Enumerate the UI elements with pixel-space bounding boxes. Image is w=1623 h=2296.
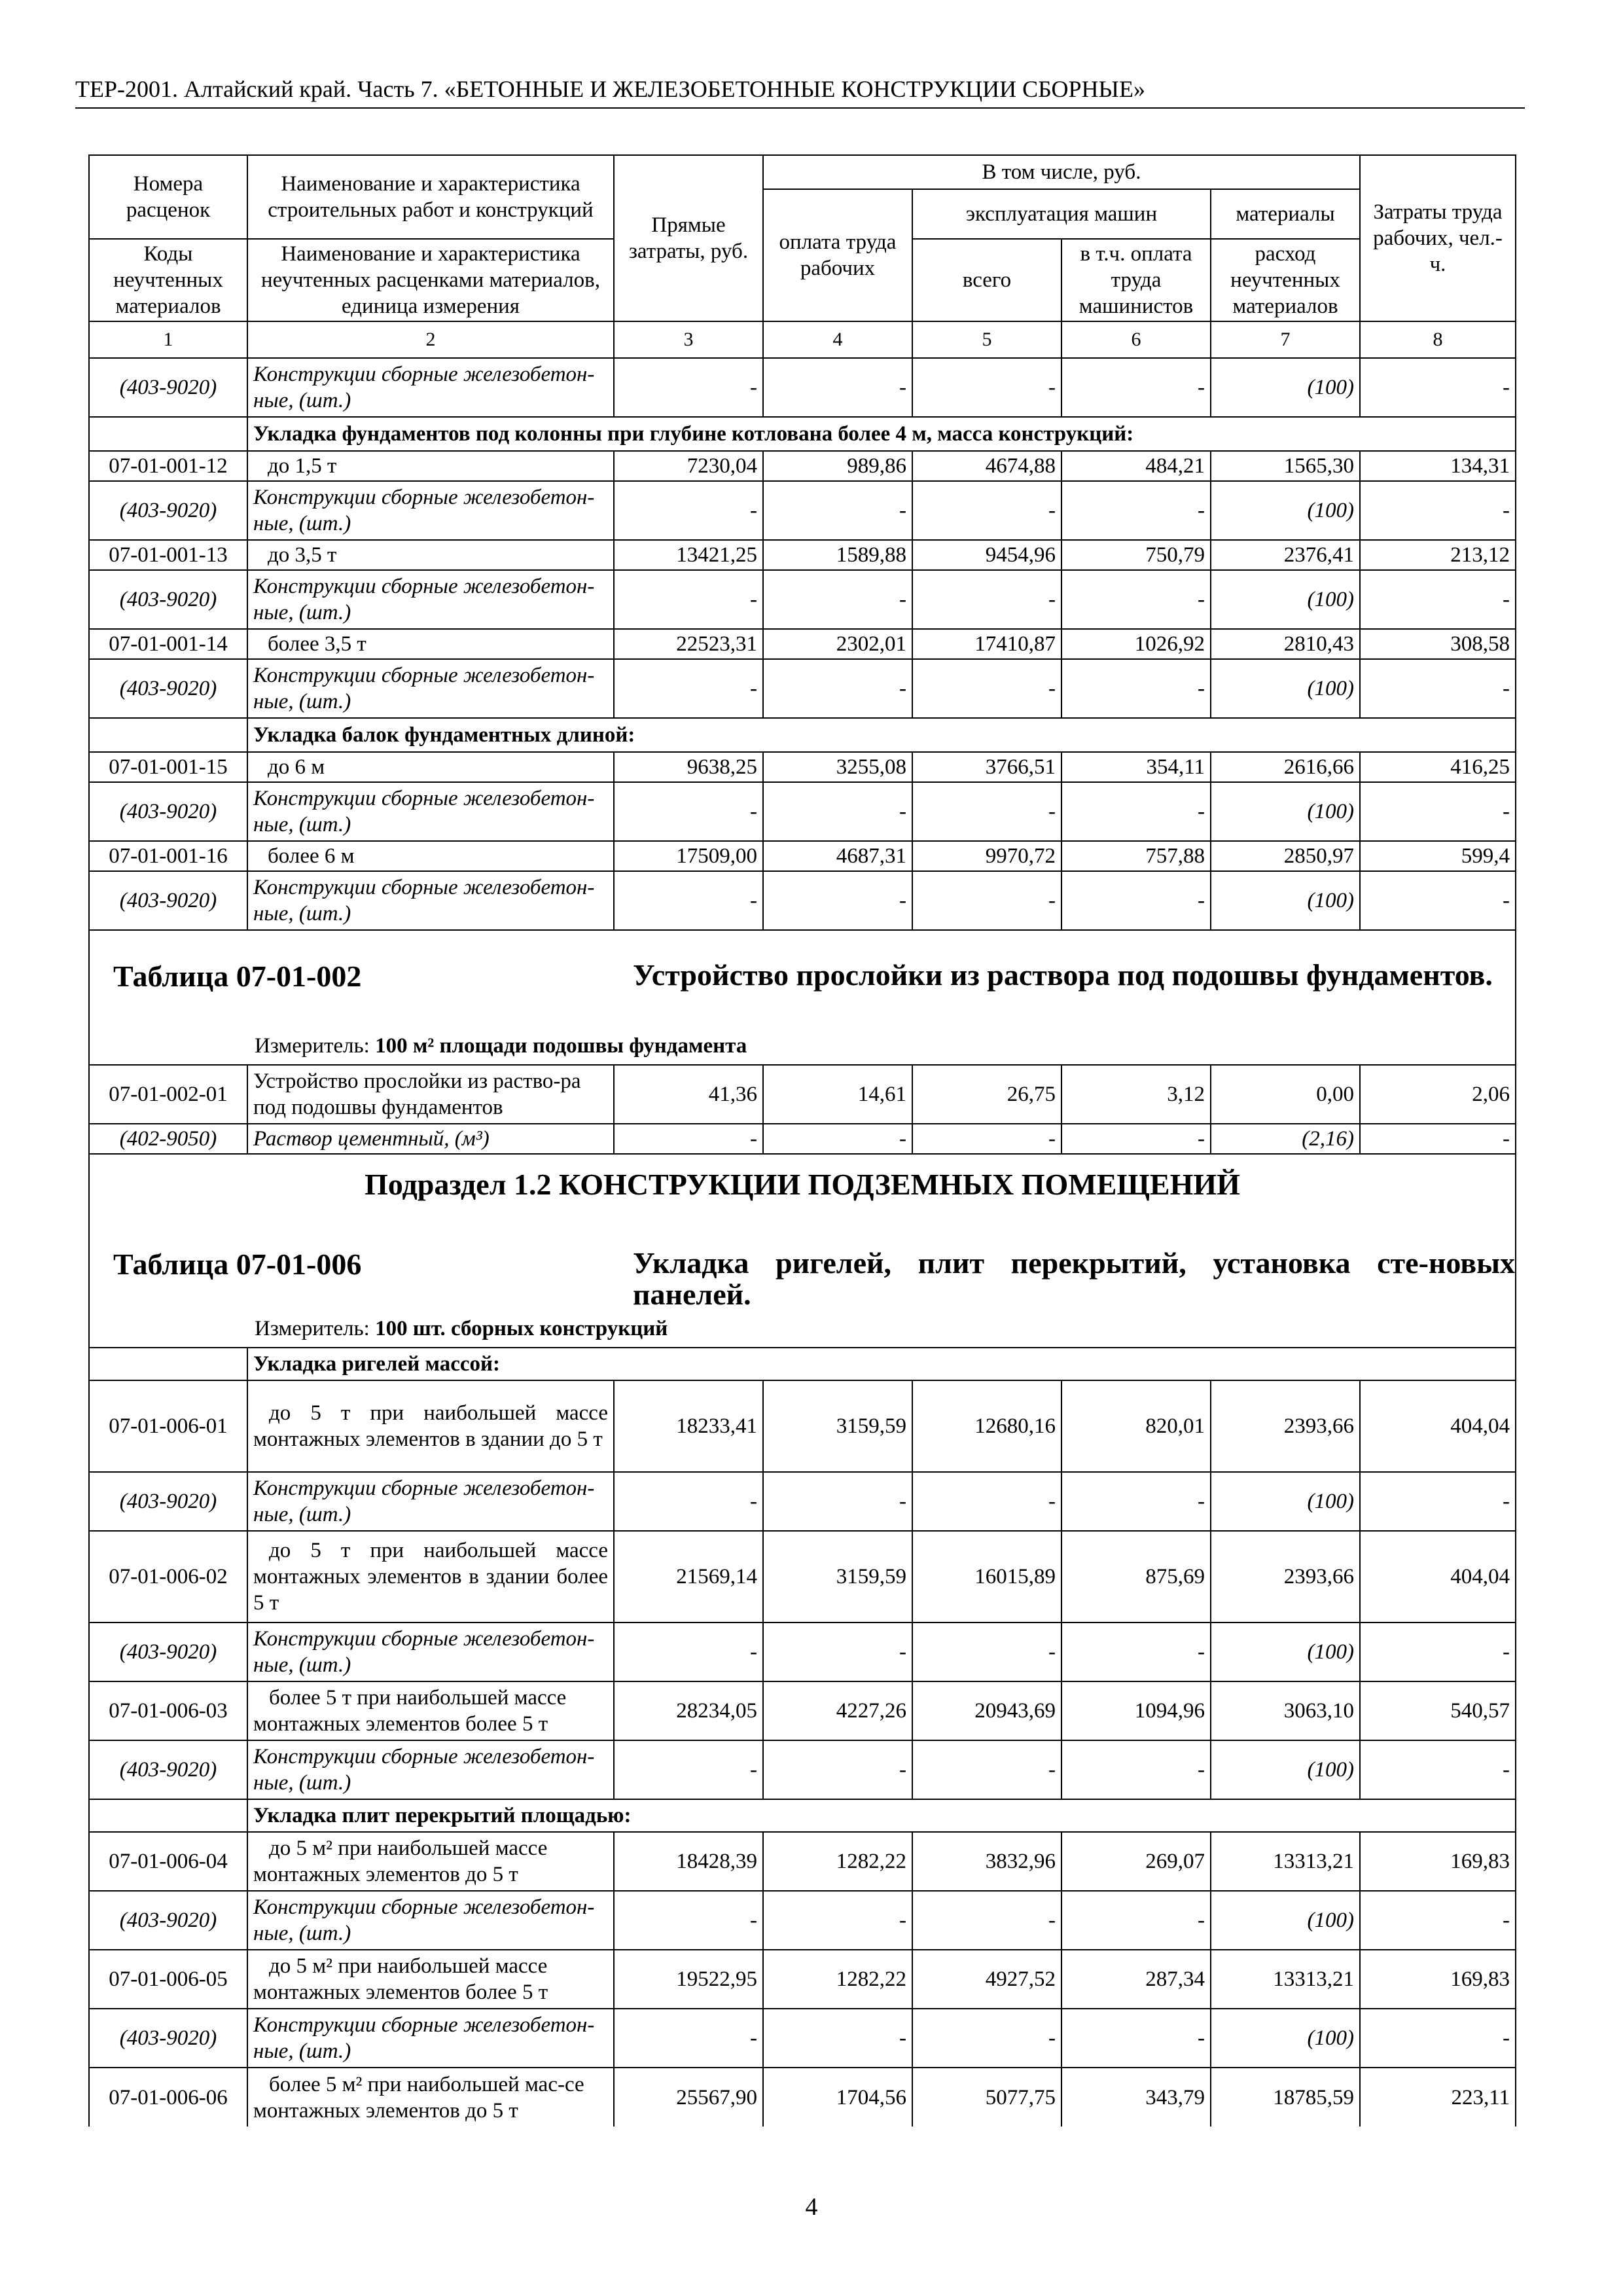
rate-name: Устройство прослойки из раство-ра под подошвы фундаментов <box>247 1065 614 1124</box>
cell-dash: - <box>614 1623 763 1681</box>
cell-dash: - <box>1360 358 1516 417</box>
material-quantity: (100) <box>1211 782 1360 841</box>
table-label: Таблица 07-01-006 <box>113 1247 362 1281</box>
cell-dash: - <box>763 358 912 417</box>
cell-dash: - <box>763 1891 912 1950</box>
material-row <box>89 570 1516 629</box>
section-title: Укладка фундаментов под колонны при глубине котлована более 4 м, масса конструкций: <box>247 417 1516 451</box>
measure-unit <box>255 1316 668 1342</box>
materials-cost: 2850,97 <box>1211 841 1360 871</box>
rate-row <box>89 1065 1516 1124</box>
cell-dash: - <box>912 1891 1061 1950</box>
labor-hours: 169,83 <box>1360 1832 1516 1891</box>
labor-hours: 308,58 <box>1360 629 1516 659</box>
machines-total: 12680,16 <box>912 1380 1061 1472</box>
direct-costs: 21569,14 <box>614 1531 763 1623</box>
rate-row <box>89 841 1516 871</box>
rates-table <box>88 154 1516 2126</box>
material-name: Конструкции сборные железобетон-ные, (шт.) <box>247 782 614 841</box>
rate-name: более 5 т при наибольшей массе монтажных элементов более 5 т <box>247 1681 614 1740</box>
col-number: 2 <box>247 321 614 358</box>
rate-code: 07-01-006-06 <box>89 2068 247 2126</box>
labor-pay: 2302,01 <box>763 629 912 659</box>
cell-dash: - <box>912 871 1061 930</box>
material-name: Конструкции сборные железобетон-ные, (шт.) <box>247 570 614 629</box>
table-heading-row <box>89 930 1516 1065</box>
cell-dash: - <box>912 358 1061 417</box>
cell-dash: - <box>763 782 912 841</box>
col-number: 6 <box>1061 321 1211 358</box>
labor-pay: 1282,22 <box>763 1832 912 1891</box>
rate-code: 07-01-001-13 <box>89 540 247 570</box>
cell-dash: - <box>763 2009 912 2068</box>
col-work-name-header: Наименование и характеристика строительных работ и конструкций <box>247 155 614 239</box>
table-title: Устройство прослойки из раствора под подошвы фундаментов. <box>633 958 1493 992</box>
rate-name: до 5 м² при наибольшей массе монтажных элементов до 5 т <box>247 1832 614 1891</box>
direct-costs: 25567,90 <box>614 2068 763 2126</box>
rate-name: до 5 т при наибольшей массе монтажных элементов в здании до 5 т <box>247 1380 614 1472</box>
cell-dash: - <box>614 1891 763 1950</box>
cell-dash: - <box>614 2009 763 2068</box>
materials-cost: 13313,21 <box>1211 1832 1360 1891</box>
material-name: Раствор цементный, (м³) <box>247 1124 614 1154</box>
direct-costs: 18233,41 <box>614 1380 763 1472</box>
material-name: Конструкции сборные железобетон-ные, (шт.) <box>247 1623 614 1681</box>
machines-total: 3832,96 <box>912 1832 1061 1891</box>
cell-dash: - <box>1360 481 1516 540</box>
cell-dash: - <box>1360 871 1516 930</box>
cell-dash: - <box>763 481 912 540</box>
material-code: (403-9020) <box>89 1740 247 1799</box>
rate-row <box>89 451 1516 481</box>
cell-dash: - <box>1061 1891 1211 1950</box>
material-row <box>89 871 1516 930</box>
rate-code: 07-01-006-01 <box>89 1380 247 1472</box>
labor-hours: 599,4 <box>1360 841 1516 871</box>
machinist-pay: 1094,96 <box>1061 1681 1211 1740</box>
section-row <box>89 718 1516 752</box>
cell-dash: - <box>1360 2009 1516 2068</box>
rate-row <box>89 1531 1516 1623</box>
table-heading <box>95 932 1510 1063</box>
cell-dash: - <box>614 570 763 629</box>
machinist-pay: 1026,92 <box>1061 629 1211 659</box>
material-row <box>89 782 1516 841</box>
machines-total: 9454,96 <box>912 540 1061 570</box>
rate-row <box>89 2068 1516 2126</box>
section-row <box>89 1348 1516 1380</box>
material-row <box>89 1623 1516 1681</box>
rate-code: 07-01-006-05 <box>89 1950 247 2009</box>
material-name: Конструкции сборные железобетон-ные, (шт.) <box>247 1740 614 1799</box>
labor-hours: 404,04 <box>1360 1531 1516 1623</box>
col-material-code-header: Коды неучтенных материалов <box>89 239 247 321</box>
cell-dash: - <box>614 1472 763 1531</box>
material-code: (403-9020) <box>89 782 247 841</box>
rate-row <box>89 540 1516 570</box>
machines-total: 26,75 <box>912 1065 1061 1124</box>
rate-name: до 1,5 т <box>247 451 614 481</box>
section-title: Укладка балок фундаментных длиной: <box>247 718 1516 752</box>
material-code: (403-9020) <box>89 2009 247 2068</box>
material-code: (403-9020) <box>89 358 247 417</box>
machines-total: 9970,72 <box>912 841 1061 871</box>
direct-costs: 9638,25 <box>614 752 763 782</box>
cell-dash: - <box>912 782 1061 841</box>
machines-total: 4674,88 <box>912 451 1061 481</box>
col-material-usage-header: расход неучтенных материалов <box>1211 239 1360 321</box>
direct-costs: 41,36 <box>614 1065 763 1124</box>
cell-dash: - <box>763 1124 912 1154</box>
col-labor-pay-header: оплата труда рабочих <box>763 189 912 321</box>
materials-cost: 2376,41 <box>1211 540 1360 570</box>
page-number: 4 <box>805 2193 818 2221</box>
materials-cost: 3063,10 <box>1211 1681 1360 1740</box>
cell-dash: - <box>614 659 763 718</box>
measure-prefix: Измеритель: <box>255 1034 370 1058</box>
rate-name: до 5 м² при наибольшей массе монтажных элементов более 5 т <box>247 1950 614 2009</box>
cell-dash: - <box>614 782 763 841</box>
material-code: (403-9020) <box>89 1472 247 1531</box>
material-code: (403-9020) <box>89 659 247 718</box>
cell-dash: - <box>763 570 912 629</box>
col-number: 3 <box>614 321 763 358</box>
cell-dash: - <box>912 570 1061 629</box>
measure-prefix: Измеритель: <box>255 1317 370 1340</box>
material-quantity: (100) <box>1211 2009 1360 2068</box>
cell-dash: - <box>1061 481 1211 540</box>
material-row <box>89 1124 1516 1154</box>
materials-cost: 2393,66 <box>1211 1531 1360 1623</box>
cell-dash: - <box>912 481 1061 540</box>
rate-row <box>89 1681 1516 1740</box>
col-material-name-header: Наименование и характеристика неучтенных расценками материалов, единица измерения <box>247 239 614 321</box>
cell-dash: - <box>1061 570 1211 629</box>
materials-cost: 2393,66 <box>1211 1380 1360 1472</box>
labor-hours: 169,83 <box>1360 1950 1516 2009</box>
labor-hours: 540,57 <box>1360 1681 1516 1740</box>
cell-dash: - <box>1061 1472 1211 1531</box>
materials-cost: 13313,21 <box>1211 1950 1360 2009</box>
cell-dash: - <box>614 358 763 417</box>
material-row <box>89 1740 1516 1799</box>
material-quantity: (100) <box>1211 1891 1360 1950</box>
machinist-pay: 820,01 <box>1061 1380 1211 1472</box>
machinist-pay: 343,79 <box>1061 2068 1211 2126</box>
cell-dash: - <box>614 481 763 540</box>
material-quantity: (100) <box>1211 358 1360 417</box>
cell-dash: - <box>614 1740 763 1799</box>
cell-dash: - <box>763 1740 912 1799</box>
section-title: Укладка ригелей массой: <box>247 1348 1516 1380</box>
materials-cost: 18785,59 <box>1211 2068 1360 2126</box>
labor-hours: 404,04 <box>1360 1380 1516 1472</box>
cell-dash: - <box>1061 871 1211 930</box>
cell-dash: - <box>1061 1740 1211 1799</box>
machinist-pay: 354,11 <box>1061 752 1211 782</box>
labor-pay: 4687,31 <box>763 841 912 871</box>
section-title: Укладка плит перекрытий площадью: <box>247 1799 1516 1832</box>
machines-total: 5077,75 <box>912 2068 1061 2126</box>
rate-name: более 6 м <box>247 841 614 871</box>
materials-cost: 2810,43 <box>1211 629 1360 659</box>
rate-code: 07-01-006-04 <box>89 1832 247 1891</box>
rate-code: 07-01-001-12 <box>89 451 247 481</box>
column-number-row <box>89 321 1516 358</box>
col-number: 1 <box>89 321 247 358</box>
rate-code: 07-01-001-15 <box>89 752 247 782</box>
rate-row <box>89 629 1516 659</box>
cell-dash: - <box>912 2009 1061 2068</box>
machinist-pay: 269,07 <box>1061 1832 1211 1891</box>
labor-pay: 1704,56 <box>763 2068 912 2126</box>
material-row <box>89 1472 1516 1531</box>
machines-total: 20943,69 <box>912 1681 1061 1740</box>
rate-row <box>89 1950 1516 2009</box>
rate-row <box>89 1832 1516 1891</box>
cell-dash: - <box>912 1623 1061 1681</box>
col-materials-header: материалы <box>1211 189 1360 239</box>
cell-dash: - <box>1360 782 1516 841</box>
rate-row <box>89 752 1516 782</box>
material-quantity: (100) <box>1211 1623 1360 1681</box>
rates-page <box>88 154 1515 2126</box>
materials-cost: 0,00 <box>1211 1065 1360 1124</box>
labor-hours: 2,06 <box>1360 1065 1516 1124</box>
col-direct-costs-header: Прямые затраты, руб. <box>614 155 763 321</box>
material-code: (403-9020) <box>89 1623 247 1681</box>
rate-name: до 3,5 т <box>247 540 614 570</box>
col-number: 8 <box>1360 321 1516 358</box>
measure-value: 100 м² площади подошвы фундамента <box>375 1034 747 1058</box>
labor-pay: 3255,08 <box>763 752 912 782</box>
cell-dash: - <box>1061 2009 1211 2068</box>
machinist-pay: 875,69 <box>1061 1531 1211 1623</box>
cell-dash: - <box>912 1740 1061 1799</box>
rate-code: 07-01-006-02 <box>89 1531 247 1623</box>
rate-name: более 3,5 т <box>247 629 614 659</box>
subsection-heading <box>95 1156 1515 1346</box>
direct-costs: 19522,95 <box>614 1950 763 2009</box>
rate-name: до 5 т при наибольшей массе монтажных элементов в здании более 5 т <box>247 1531 614 1623</box>
material-name: Конструкции сборные железобетон-ные, (шт.) <box>247 659 614 718</box>
labor-pay: 1589,88 <box>763 540 912 570</box>
materials-cost: 2616,66 <box>1211 752 1360 782</box>
cell-dash: - <box>1360 1740 1516 1799</box>
material-code: (403-9020) <box>89 871 247 930</box>
cell-dash: - <box>1061 782 1211 841</box>
cell-dash: - <box>614 1124 763 1154</box>
col-labor-hours-header: Затраты труда рабочих, чел.-ч. <box>1360 155 1516 321</box>
machinist-pay: 750,79 <box>1061 540 1211 570</box>
cell-dash: - <box>763 659 912 718</box>
material-name: Конструкции сборные железобетон-ные, (шт.) <box>247 2009 614 2068</box>
material-quantity: (2,16) <box>1211 1124 1360 1154</box>
labor-pay: 1282,22 <box>763 1950 912 2009</box>
direct-costs: 22523,31 <box>614 629 763 659</box>
header-row-1 <box>89 155 1516 189</box>
cell-dash: - <box>763 871 912 930</box>
material-row <box>89 2009 1516 2068</box>
cell-dash: - <box>1360 1891 1516 1950</box>
section-row <box>89 417 1516 451</box>
material-row <box>89 659 1516 718</box>
cell-dash: - <box>1360 659 1516 718</box>
machinist-pay: 3,12 <box>1061 1065 1211 1124</box>
cell-dash: - <box>1061 1124 1211 1154</box>
material-row <box>89 481 1516 540</box>
direct-costs: 18428,39 <box>614 1832 763 1891</box>
rate-code: 07-01-002-01 <box>89 1065 247 1124</box>
subsection-title: Подраздел 1.2 КОНСТРУКЦИИ ПОДЗЕМНЫХ ПОМЕЩЕНИЙ <box>365 1168 1240 1201</box>
labor-pay: 3159,59 <box>763 1531 912 1623</box>
measure-unit <box>255 1033 747 1059</box>
table-label: Таблица 07-01-002 <box>113 960 362 993</box>
machinist-pay: 757,88 <box>1061 841 1211 871</box>
col-number: 5 <box>912 321 1061 358</box>
machinist-pay: 484,21 <box>1061 451 1211 481</box>
machinist-pay: 287,34 <box>1061 1950 1211 2009</box>
col-machinist-pay-header: в т.ч. оплата труда машинистов <box>1061 239 1211 321</box>
material-row <box>89 1891 1516 1950</box>
labor-pay: 14,61 <box>763 1065 912 1124</box>
material-quantity: (100) <box>1211 570 1360 629</box>
labor-pay: 4227,26 <box>763 1681 912 1740</box>
running-header: ТЕР-2001. Алтайский край. Часть 7. «БЕТОННЫЕ И ЖЕЛЕЗОБЕТОННЫЕ КОНСТРУКЦИИ СБОРНЫЕ» <box>75 73 1525 109</box>
material-quantity: (100) <box>1211 659 1360 718</box>
direct-costs: 13421,25 <box>614 540 763 570</box>
measure-value: 100 шт. сборных конструкций <box>375 1317 668 1340</box>
material-quantity: (100) <box>1211 1740 1360 1799</box>
cell-dash: - <box>1360 1124 1516 1154</box>
rate-code: 07-01-001-14 <box>89 629 247 659</box>
material-quantity: (100) <box>1211 1472 1360 1531</box>
cell-dash: - <box>912 1472 1061 1531</box>
rate-code: 07-01-006-03 <box>89 1681 247 1740</box>
table-title: Укладка ригелей, плит перекрытий, установка сте-новых панелей. <box>633 1246 1515 1311</box>
rate-row <box>89 1380 1516 1472</box>
material-name: Конструкции сборные железобетон-ные, (шт.) <box>247 1472 614 1531</box>
rate-code: 07-01-001-16 <box>89 841 247 871</box>
machines-total: 3766,51 <box>912 752 1061 782</box>
rate-name: до 6 м <box>247 752 614 782</box>
col-group-header: В том числе, руб. <box>763 155 1360 189</box>
labor-hours: 416,25 <box>1360 752 1516 782</box>
cell-dash: - <box>614 871 763 930</box>
labor-pay: 3159,59 <box>763 1380 912 1472</box>
machines-total: 17410,87 <box>912 629 1061 659</box>
material-quantity: (100) <box>1211 871 1360 930</box>
direct-costs: 28234,05 <box>614 1681 763 1740</box>
cell-dash: - <box>1360 570 1516 629</box>
material-name: Конструкции сборные железобетон-ные, (шт.) <box>247 358 614 417</box>
cell-dash: - <box>1360 1623 1516 1681</box>
cell-dash: - <box>763 1623 912 1681</box>
cell-dash: - <box>1061 1623 1211 1681</box>
subsection-heading-row <box>89 1154 1516 1348</box>
col-number: 4 <box>763 321 912 358</box>
section-row <box>89 1799 1516 1832</box>
machines-total: 16015,89 <box>912 1531 1061 1623</box>
material-code: (403-9020) <box>89 481 247 540</box>
direct-costs: 7230,04 <box>614 451 763 481</box>
material-quantity: (100) <box>1211 481 1360 540</box>
cell-dash: - <box>1360 1472 1516 1531</box>
rate-name: более 5 м² при наибольшей мас-се монтажных элементов до 5 т <box>247 2068 614 2126</box>
labor-hours: 223,11 <box>1360 2068 1516 2126</box>
col-machines-header: эксплуатация машин <box>912 189 1211 239</box>
cell-dash: - <box>912 1124 1061 1154</box>
cell-dash: - <box>1061 659 1211 718</box>
materials-cost: 1565,30 <box>1211 451 1360 481</box>
material-code: (403-9020) <box>89 1891 247 1950</box>
direct-costs: 17509,00 <box>614 841 763 871</box>
material-code: (403-9020) <box>89 570 247 629</box>
material-name: Конструкции сборные железобетон-ные, (шт.) <box>247 1891 614 1950</box>
cell-dash: - <box>912 659 1061 718</box>
material-name: Конструкции сборные железобетон-ные, (шт.) <box>247 481 614 540</box>
labor-hours: 134,31 <box>1360 451 1516 481</box>
material-row <box>89 358 1516 417</box>
labor-pay: 989,86 <box>763 451 912 481</box>
machines-total: 4927,52 <box>912 1950 1061 2009</box>
col-number: 7 <box>1211 321 1360 358</box>
cell-dash: - <box>1061 358 1211 417</box>
cell-dash: - <box>763 1472 912 1531</box>
labor-hours: 213,12 <box>1360 540 1516 570</box>
material-name: Конструкции сборные железобетон-ные, (шт.) <box>247 871 614 930</box>
material-code: (402-9050) <box>89 1124 247 1154</box>
col-rate-number-header: Номера расценок <box>89 155 247 239</box>
col-machines-total-header: всего <box>912 239 1061 321</box>
